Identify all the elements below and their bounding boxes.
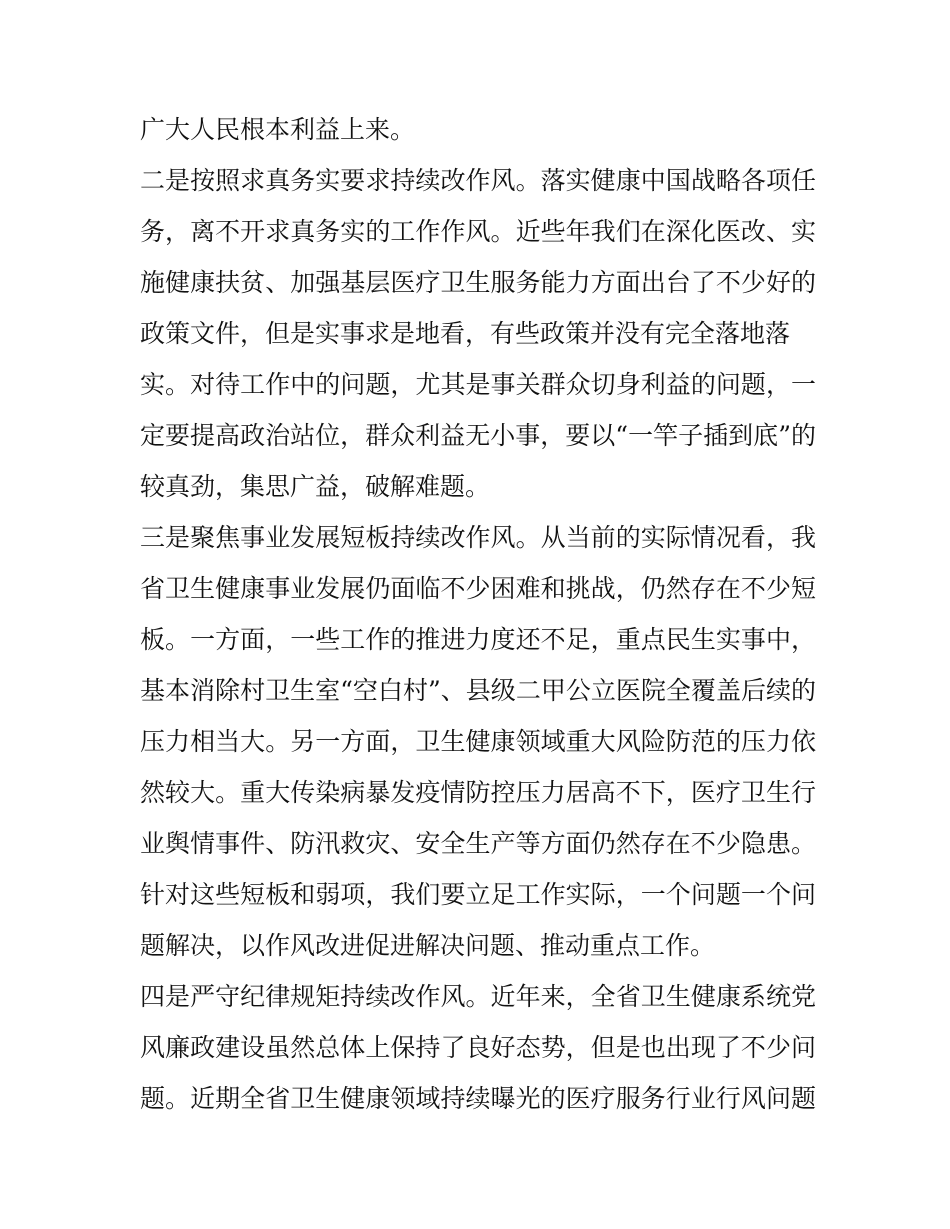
text-line: 四是严守纪律规矩持续改作风。近年来，全省卫生健康系统党 (140, 982, 816, 1011)
text-line: 较真劲，集思广益，破解难题。 (140, 472, 491, 501)
text-line: 然较大。重大传染病暴发疫情防控压力居高不下，医疗卫生行 (140, 778, 816, 807)
text-line: 实。对待工作中的问题，尤其是事关群众切身利益的问题，一 (140, 370, 816, 399)
text-line: 风廉政建设虽然总体上保持了良好态势，但是也出现了不少问 (140, 1033, 816, 1062)
text-line: 业舆情事件、防汛救灾、安全生产等方面仍然存在不少隐患。 (140, 829, 816, 858)
text-line: 压力相当大。另一方面，卫生健康领域重大风险防范的压力依 (140, 727, 816, 756)
text-line: 题。近期全省卫生健康领域持续曝光的医疗服务行业行风问题 (140, 1084, 816, 1113)
text-line: 基本消除村卫生室“空白村”、县级二甲公立医院全覆盖后续的 (140, 676, 816, 705)
text-line: 题解决，以作风改进促进解决问题、推动重点工作。 (140, 931, 716, 960)
body-text (140, 104, 816, 1124)
text-line: 针对这些短板和弱项，我们要立足工作实际，一个问题一个问 (140, 880, 816, 909)
text-line: 务，离不开求真务实的工作作风。近些年我们在深化医改、实 (140, 217, 816, 246)
text-line: 定要提高政治站位，群众利益无小事，要以“一竿子插到底”的 (140, 421, 816, 450)
text-line: 广大人民根本利益上来。 (140, 115, 416, 144)
text-line: 政策文件，但是实事求是地看，有些政策并没有完全落地落 (140, 319, 791, 348)
text-line: 二是按照求真务实要求持续改作风。落实健康中国战略各项任 (140, 166, 816, 195)
text-line: 三是聚焦事业发展短板持续改作风。从当前的实际情况看，我 (140, 523, 816, 552)
text-line: 省卫生健康事业发展仍面临不少困难和挑战，仍然存在不少短 (140, 574, 816, 603)
text-line: 板。一方面，一些工作的推进力度还不足，重点民生实事中， (140, 625, 816, 654)
text-line: 施健康扶贫、加强基层医疗卫生服务能力方面出台了不少好的 (140, 268, 816, 297)
